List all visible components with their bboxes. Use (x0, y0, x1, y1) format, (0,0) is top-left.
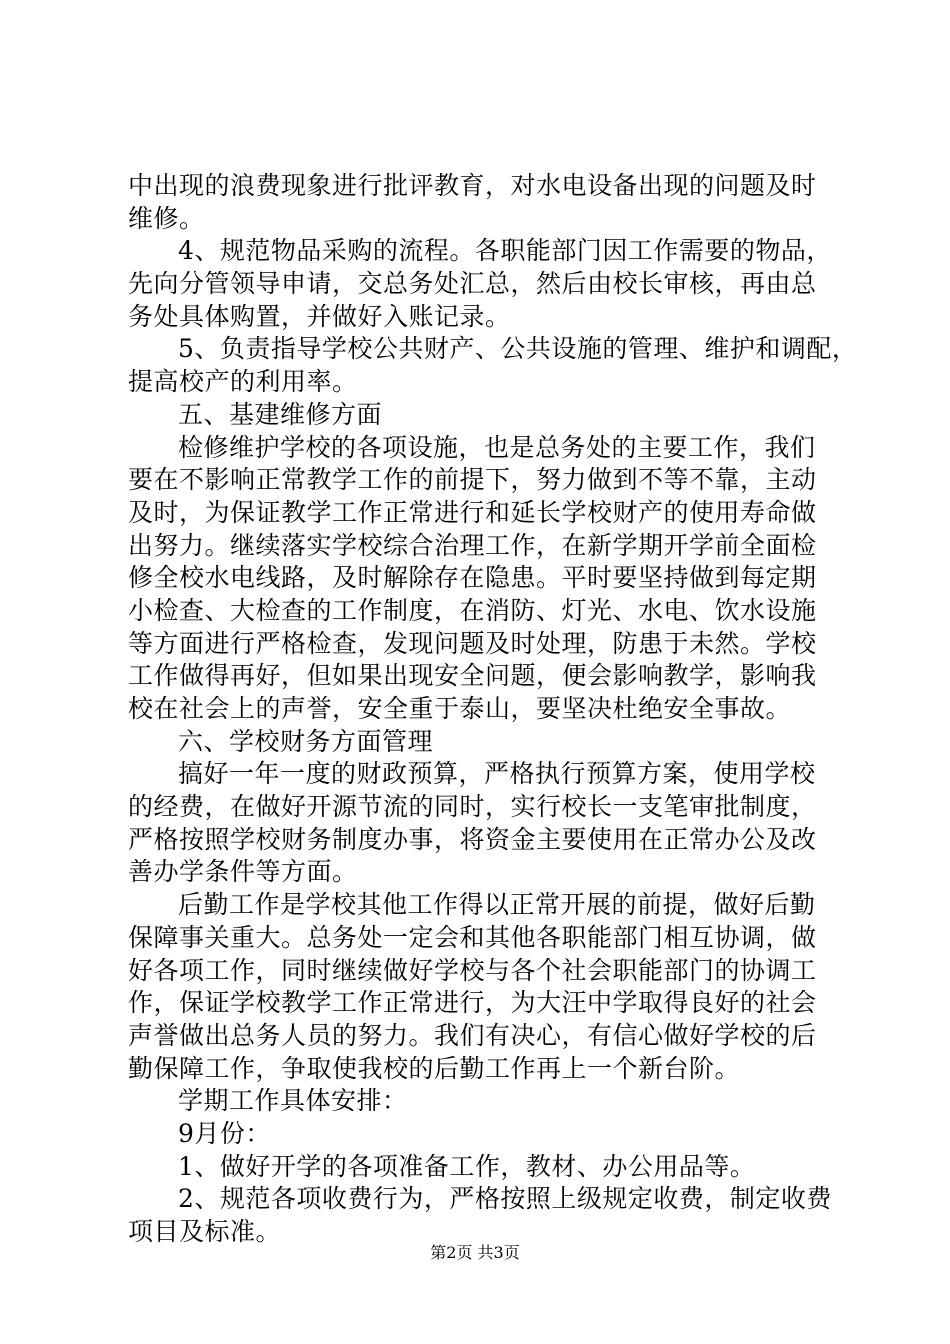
text-line: 作，保证学校教学工作正常进行，为大汪中学取得良好的社会 (128, 988, 817, 1018)
text-line: 五、基建维修方面 (178, 399, 383, 429)
text-line: 检修维护学校的各项设施，也是总务处的主要工作，我们 (178, 432, 816, 462)
text-line: 2、规范各项收费行为，严格按照上级规定收费，制定收费 (178, 1184, 832, 1214)
text-line: 校在社会上的声誉，安全重于泰山，要坚决杜绝安全事故。 (128, 694, 792, 723)
text-line: 学期工作具体安排： (178, 1086, 408, 1116)
text-line: 务处具体购置，并做好入账记录。 (128, 301, 511, 331)
text-line: 严格按照学校财务制度办事，将资金主要使用在正常办公及改 (128, 824, 817, 854)
text-line: 维修。 (128, 203, 205, 233)
text-line: 声誉做出总务人员的努力。我们有决心，有信心做好学校的后 (128, 1020, 817, 1050)
text-line: 提高校产的利用率。 (128, 367, 358, 397)
page-footer: 第2页 共3页 (430, 1243, 520, 1262)
text-line: 9月份： (178, 1118, 271, 1148)
text-line: 工作做得再好，但如果出现安全问题，便会影响教学，影响我 (128, 661, 817, 691)
text-line: 善办学条件等方面。 (128, 857, 358, 887)
text-line: 1、做好开学的各项准备工作，教材、办公用品等。 (178, 1151, 756, 1181)
text-line: 保障事关重大。总务处一定会和其他各职能部门相互协调，做 (128, 922, 817, 952)
text-line: 先向分管领导申请，交总务处汇总，然后由校长审核，再由总 (128, 269, 817, 299)
text-line: 搞好一年一度的财政预算，严格执行预算方案，使用学校 (178, 759, 816, 789)
text-line: 5、负责指导学校公共财产、公共设施的管理、维护和调配， (178, 334, 858, 364)
text-line: 修全校水电线路，及时解除存在隐患。平时要坚持做到每定期 (128, 563, 817, 593)
text-line: 后勤工作是学校其他工作得以正常开展的前提，做好后勤 (178, 890, 816, 920)
text-line: 及时，为保证教学工作正常进行和延长学校财产的使用寿命做 (128, 497, 817, 527)
text-line: 出努力。继续落实学校综合治理工作，在新学期开学前全面检 (128, 530, 817, 560)
text-line: 六、学校财务方面管理 (178, 726, 434, 756)
text-line: 项目及标准。 (128, 1217, 282, 1246)
text-line: 4、规范物品采购的流程。各职能部门因工作需要的物品， (178, 236, 832, 266)
document-body (128, 170, 858, 1249)
text-line: 中出现的浪费现象进行批评教育，对水电设备出现的问题及时 (128, 171, 817, 200)
text-line: 勤保障工作，争取使我校的后勤工作再上一个新台阶。 (128, 1053, 741, 1083)
text-line: 好各项工作，同时继续做好学校与各个社会职能部门的协调工 (128, 955, 817, 985)
text-line: 小检查、大检查的工作制度，在消防、灯光、水电、饮水设施 (128, 595, 817, 625)
text-line: 的经费，在做好开源节流的同时，实行校长一支笔审批制度， (128, 792, 817, 822)
text-line: 要在不影响正常教学工作的前提下，努力做到不等不靠，主动 (128, 465, 817, 495)
text-line: 等方面进行严格检查，发现问题及时处理，防患于未然。学校 (128, 628, 817, 658)
